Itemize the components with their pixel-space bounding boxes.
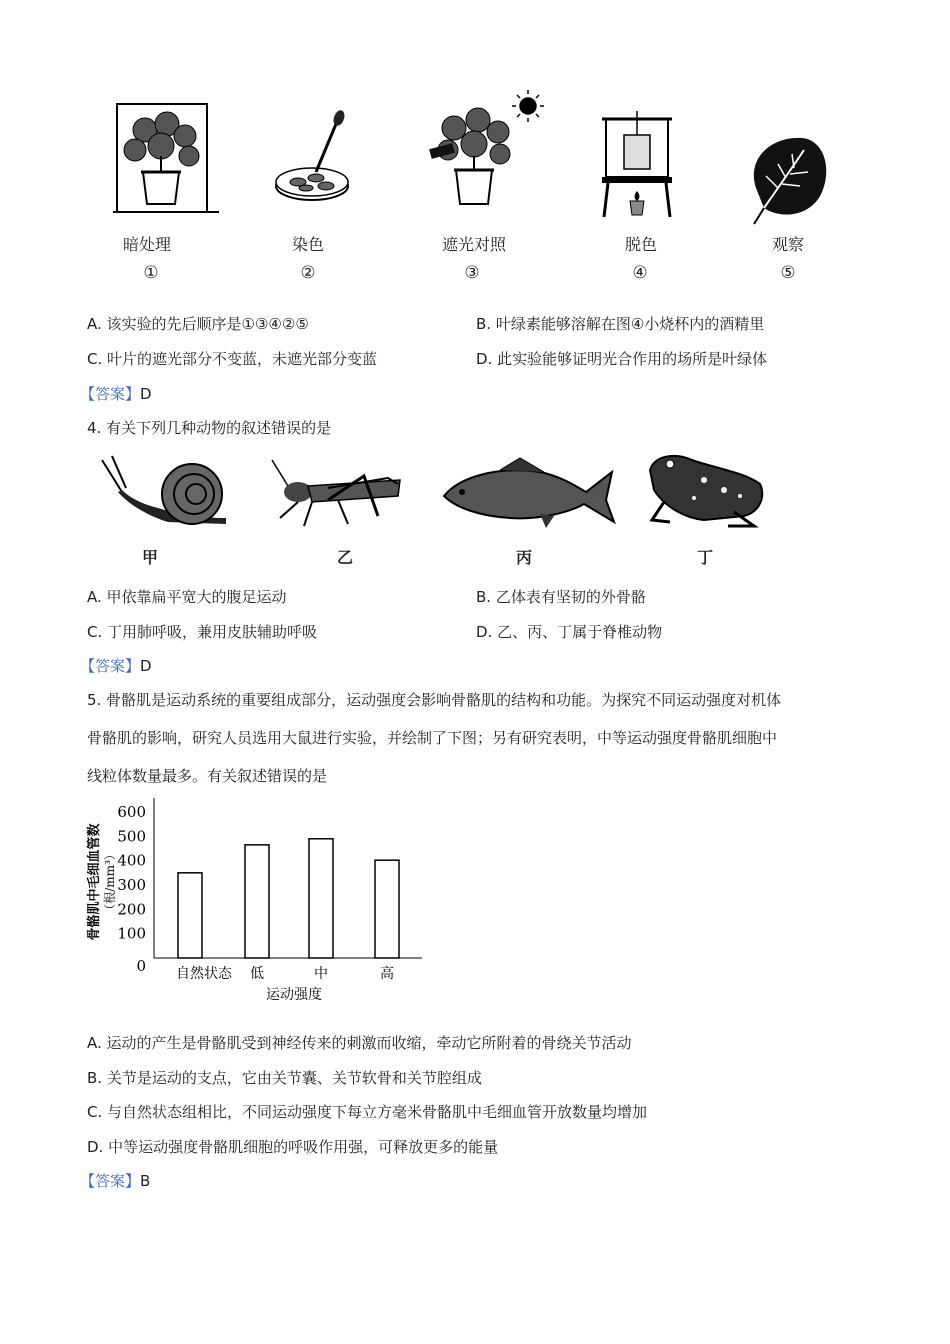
bar-3 [375,860,399,958]
x-category-label: 自然状态 [176,966,232,982]
animal-label: 丙 [515,548,532,567]
x-category-label: 高 [380,966,394,982]
x-axis-label: 运动强度 [266,987,322,1003]
grasshopper-icon [268,456,408,532]
leaf-icon [742,128,834,228]
covered-plant-sun-icon [420,90,550,220]
q3-option-a: A. 该实验的先后顺序是①③④②⑤ [87,315,309,333]
y-tick-label: 300 [117,876,146,894]
answer-tag: 【答案】 [80,657,141,675]
x-category-label: 中 [314,966,328,982]
y-tick-label: 200 [117,900,146,919]
frog-icon [644,450,768,530]
bar-2 [309,839,333,958]
figure-label: 遮光对照 [441,235,506,254]
snail-icon [98,452,230,532]
q5-option-a: A. 运动的产生是骨骼肌受到神经传来的刺激而收缩，牵动它所附着的骨绕关节活动 [87,1034,632,1052]
potted-plant-in-box-icon [105,100,225,220]
petri-dish-dropper-icon [270,110,360,210]
y-tick-label: 600 [117,803,146,821]
q4-option-d: D. 乙、丙、丁属于脊椎动物 [476,623,663,641]
figure-number: ② [300,263,316,283]
answer-value: D [140,657,152,675]
q4-option-c: C. 丁用肺呼吸，兼用皮肤辅助呼吸 [87,623,318,641]
y-tick-label: 500 [117,827,146,846]
y-tick-label: 100 [117,924,146,943]
q5-option-c: C. 与自然状态组相比，不同运动强度下每立方毫米骨骼肌中毛细血管开放数量均增加 [87,1103,648,1121]
answer-value: B [140,1172,151,1190]
capillary-bar-chart [80,796,430,1006]
q4-stem: 4. 有关下列几种动物的叙述错误的是 [87,419,332,437]
q3-option-b: B. 叶绿素能够溶解在图④小烧杯内的酒精里 [476,315,765,333]
figure-number: ③ [464,263,480,283]
answer-tag: 【答案】 [80,385,141,403]
q5-option-d: D. 中等运动强度骨骼肌细胞的呼吸作用强，可释放更多的能量 [87,1138,499,1156]
figure-label: 染色 [291,235,324,254]
figure-label: 脱色 [624,235,657,254]
water-bath-beaker-icon [598,105,678,225]
figure-label: 暗处理 [122,235,171,254]
y-axis-unit: （根/mm³） [103,848,117,916]
figure-number: ⑤ [780,263,796,283]
q4-answer [80,656,152,676]
y-tick-label: 0 [136,957,146,975]
q4-option-a: A. 甲依靠扁平宽大的腹足运动 [87,588,287,606]
q3-option-c: C. 叶片的遮光部分不变蓝，未遮光部分变蓝 [87,350,378,368]
bar-1 [245,845,269,958]
y-axis-label: 骨骼肌中毛细血管数 [87,823,102,941]
x-category-label: 低 [250,966,264,982]
q5-stem-line: 5. 骨骼肌是运动系统的重要组成部分，运动强度会影响骨骼肌的结构和功能。为探究不同运动强度对机体 [87,691,782,709]
figure-label: 观察 [771,235,804,254]
q3-option-d: D. 此实验能够证明光合作用的场所是叶绿体 [476,350,768,368]
y-tick-label: 400 [117,851,146,870]
q5-stem-line: 线粒体数量最多。有关叙述错误的是 [87,767,328,785]
q4-option-b: B. 乙体表有坚韧的外骨骼 [476,588,646,606]
q3-answer [80,384,152,404]
figure-number: ④ [632,263,648,283]
q5-stem-line: 骨骼肌的影响，研究人员选用大鼠进行实验，并绘制了下图；另有研究表明，中等运动强度骨骼肌细胞中 [87,729,778,747]
animal-label: 乙 [336,548,353,567]
q5-option-b: B. 关节是运动的支点，它由关节囊、关节软骨和关节腔组成 [87,1069,482,1087]
fish-icon [440,456,616,532]
bar-0 [178,873,202,958]
animal-label: 甲 [141,548,158,567]
figure-number: ① [143,263,159,283]
answer-value: D [140,385,152,403]
answer-tag: 【答案】 [80,1172,141,1190]
q5-answer [80,1171,150,1191]
animal-label: 丁 [696,548,713,567]
